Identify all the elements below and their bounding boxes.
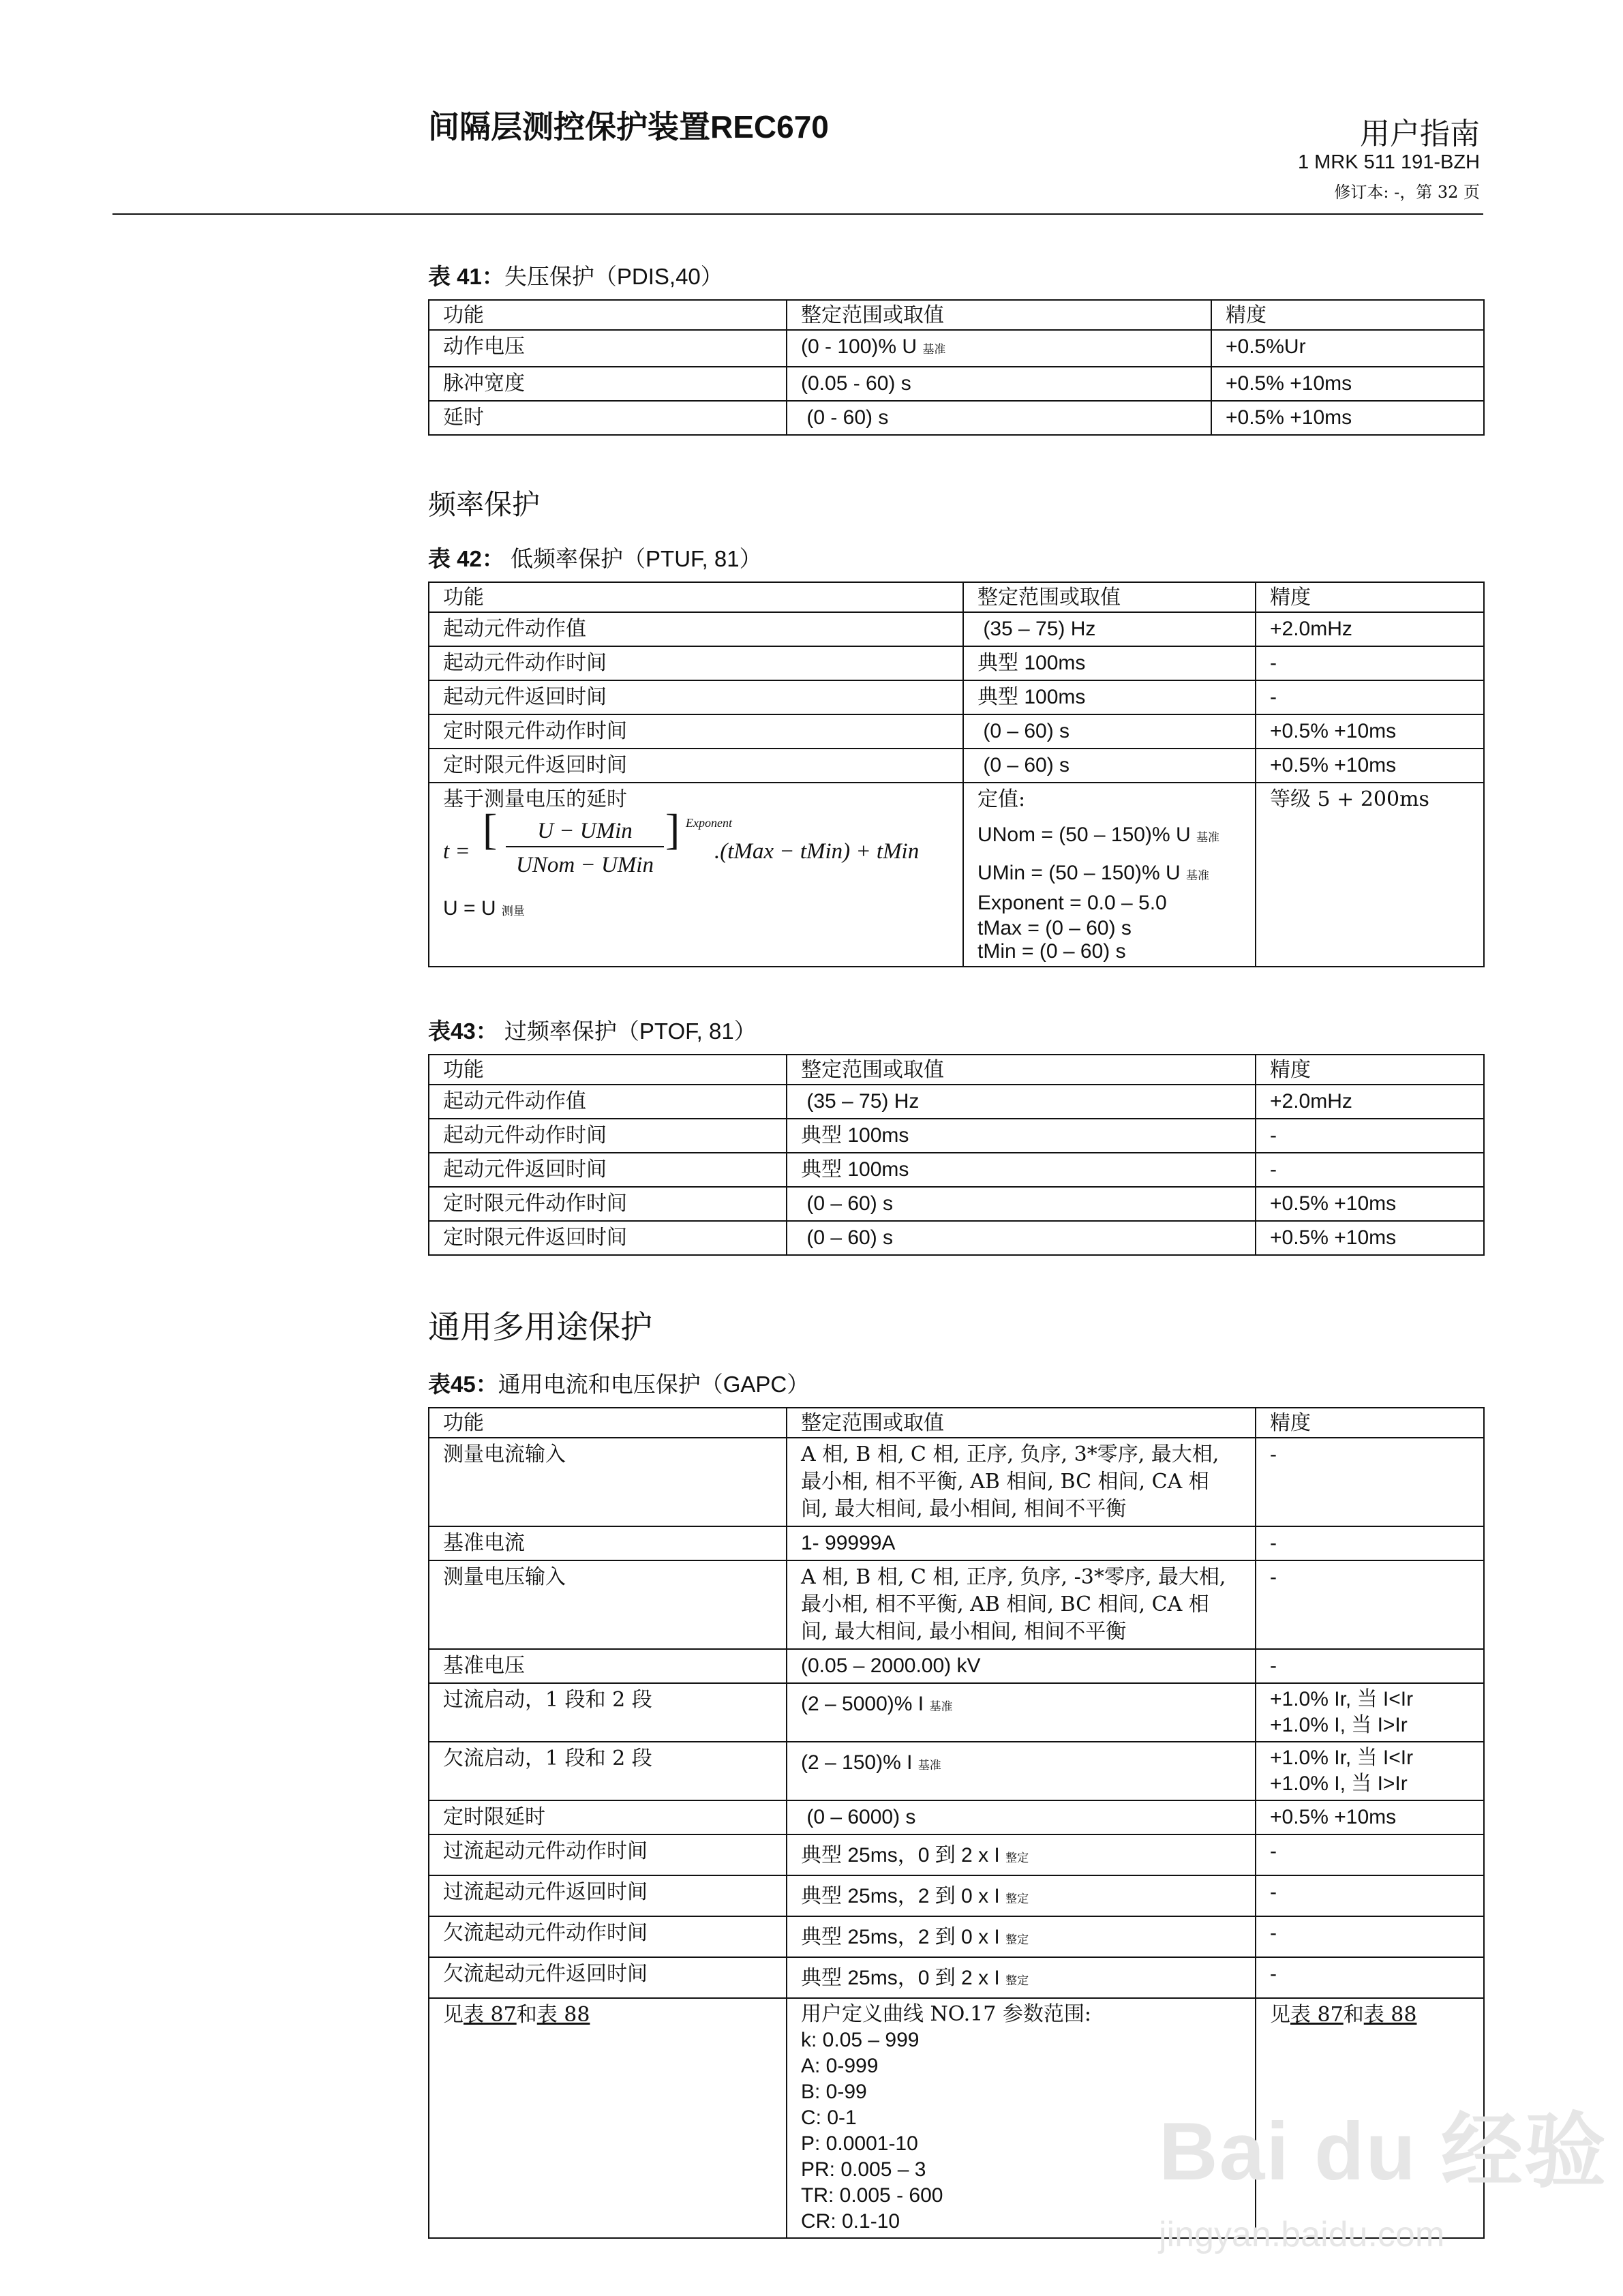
range-cell	[787, 1649, 1256, 1683]
link-table-87[interactable]: 表 87	[1290, 2003, 1344, 2027]
func-cell: 起动元件动作时间	[429, 646, 963, 680]
acc-cell	[1256, 1560, 1484, 1649]
range-line: 最小相, 相不平衡, AB 相间, BC 相间, CA 相	[801, 1470, 1209, 1494]
acc-cell: +0.5% +10ms	[1256, 1221, 1484, 1255]
guide-title: 用户指南	[1360, 117, 1480, 151]
acc-cell	[1256, 1834, 1484, 1875]
col-header: 精度	[1256, 1055, 1484, 1085]
func-cell: 过流起动元件动作时间	[429, 1834, 787, 1875]
func-cell: 定时限元件动作时间	[429, 1187, 787, 1221]
range-cell	[787, 1683, 1256, 1742]
range-line: 典型 25ms，2 到 0 x I 整定	[801, 1926, 1029, 1948]
range-line: 典型 25ms，2 到 0 x I 整定	[801, 1885, 1029, 1907]
acc-cell	[1256, 1683, 1484, 1742]
range-cell: (0 – 60) s	[963, 714, 1256, 749]
acc-cell: +0.5% +10ms	[1256, 714, 1484, 749]
doc-title: 间隔层测控保护装置REC670	[428, 109, 829, 145]
table42-caption: 表 42： 低频率保护（PTUF, 81）	[428, 546, 762, 571]
range-cell: (0 – 60) s	[787, 1187, 1256, 1221]
acc-line: -	[1270, 1840, 1277, 1862]
func-cell: 起动元件返回时间	[429, 1153, 787, 1187]
range-line: 典型 25ms，0 到 2 x I 整定	[801, 1844, 1029, 1867]
acc-cell	[1256, 1875, 1484, 1916]
range-line: UMin = (50 – 150)% U 基准	[977, 862, 1209, 884]
table-row	[429, 1526, 1484, 1560]
table41-caption: 表 41：失压保护（PDIS,40）	[428, 264, 723, 289]
range-cell: 典型 100ms	[787, 1119, 1256, 1153]
range-line: 定值:	[977, 787, 1026, 811]
revision-text: 修订本: -，第 32 页	[1334, 183, 1480, 202]
acc-cell	[1256, 1526, 1484, 1560]
func-cell: 过流起动元件返回时间	[429, 1875, 787, 1916]
range-line: tMax = (0 – 60) s	[977, 917, 1132, 939]
func-cell: 起动元件动作值	[429, 1085, 787, 1119]
formula-numerator: U − UMin	[537, 819, 633, 843]
func-label: 基于测量电压的延时	[443, 787, 627, 811]
u-definition: U = U 测量	[443, 897, 525, 920]
table-header-row	[429, 1055, 1484, 1085]
range-cell	[787, 1800, 1256, 1834]
acc-cell: +0.5%Ur	[1211, 330, 1484, 367]
func-cell: 测量电流输入	[429, 1438, 787, 1526]
acc-cell: 等级 5 + 200ms	[1256, 783, 1484, 967]
header-rule	[112, 213, 1483, 215]
acc-cell	[1256, 1800, 1484, 1834]
range-line: UNom = (50 – 150)% U 基准	[977, 824, 1219, 846]
range-line: P: 0.0001-10	[801, 2132, 918, 2155]
table-row	[429, 714, 1484, 749]
acc-line: -	[1270, 1881, 1277, 1903]
table-row	[429, 1560, 1484, 1649]
table45-caption: 表45：通用电流和电压保护（GAPC）	[428, 1372, 810, 1397]
col-header: 功能	[429, 1408, 787, 1438]
table-row	[429, 1742, 1484, 1800]
range-cell	[787, 1834, 1256, 1875]
table-row	[429, 646, 1484, 680]
range-cell: 典型 100ms	[963, 646, 1256, 680]
range-line: 间, 最大相间, 最小相间, 相间不平衡	[801, 1620, 1127, 1644]
delay-formula	[443, 805, 949, 895]
acc-cell	[1256, 1438, 1484, 1526]
table-row	[429, 1957, 1484, 1998]
range-line: TR: 0.005 - 600	[801, 2184, 943, 2207]
section-heading: 频率保护	[428, 489, 540, 520]
col-header: 精度	[1256, 1408, 1484, 1438]
acc-line: +1.0% I, 当 I>Ir	[1270, 1772, 1408, 1795]
func-cell	[429, 783, 963, 967]
func-cell: 起动元件动作值	[429, 612, 963, 646]
table-row	[429, 612, 1484, 646]
formula-denominator: UNom − UMin	[516, 853, 654, 877]
acc-line: +1.0% Ir, 当 I<Ir	[1270, 1747, 1414, 1769]
table-row	[429, 1221, 1484, 1255]
watermark-url: jingyan.baidu.com	[1159, 2215, 1445, 2254]
range-cell	[963, 783, 1256, 967]
range-line: A: 0-999	[801, 2055, 879, 2077]
acc-cell: -	[1256, 680, 1484, 714]
table-row	[429, 330, 1484, 367]
watermark	[1159, 2086, 1607, 2255]
range-line: k: 0.05 – 999	[801, 2029, 920, 2051]
table-row-formula	[429, 783, 1484, 967]
func-cell: 定时限元件返回时间	[429, 749, 963, 783]
range-cell: 典型 100ms	[787, 1153, 1256, 1187]
range-line: PR: 0.005 – 3	[801, 2158, 926, 2181]
acc-cell	[1256, 1649, 1484, 1683]
link-table-88[interactable]: 表 88	[1363, 2003, 1417, 2027]
acc-cell	[1256, 1957, 1484, 1998]
range-line: C: 0-1	[801, 2106, 857, 2129]
col-header: 功能	[429, 1055, 787, 1085]
range-line: 用户定义曲线 NO.17 参数范围:	[801, 2002, 1091, 2026]
acc-line: -	[1270, 1963, 1277, 1985]
acc-cell: -	[1256, 1153, 1484, 1187]
col-header: 精度	[1256, 582, 1484, 612]
func-cell: 测量电压输入	[429, 1560, 787, 1649]
func-cell: 定时限延时	[429, 1800, 787, 1834]
acc-cell: +2.0mHz	[1256, 612, 1484, 646]
table-row	[429, 1187, 1484, 1221]
range-line: 间, 最大相间, 最小相间, 相间不平衡	[801, 1497, 1127, 1521]
acc-line: +0.5% +10ms	[1270, 1806, 1397, 1828]
range-line: 最小相, 相不平衡, AB 相间, BC 相间, CA 相	[801, 1592, 1209, 1616]
range-line: 1- 99999A	[801, 1532, 896, 1554]
table-row	[429, 1683, 1484, 1742]
table-row	[429, 1875, 1484, 1916]
col-header: 整定范围或取值	[787, 1408, 1256, 1438]
func-cell: 欠流起动元件返回时间	[429, 1957, 787, 1998]
range-line: (2 – 150)% I 基准	[801, 1751, 941, 1774]
col-header: 精度	[1211, 300, 1484, 330]
acc-line: +1.0% Ir, 当 I<Ir	[1270, 1688, 1414, 1710]
range-line: CR: 0.1-10	[801, 2210, 900, 2233]
func-cell: 起动元件返回时间	[429, 680, 963, 714]
table-row	[429, 1649, 1484, 1683]
range-cell	[787, 1742, 1256, 1800]
acc-cell	[1256, 1742, 1484, 1800]
formula-lhs: t =	[443, 839, 470, 864]
acc-cell: +2.0mHz	[1256, 1085, 1484, 1119]
range-cell: (0.05 - 60) s	[787, 367, 1211, 401]
range-cell: (0 - 100)% U 基准	[787, 330, 1211, 367]
table43-caption: 表43： 过频率保护（PTOF, 81）	[428, 1018, 757, 1044]
table-row	[429, 749, 1484, 783]
func-cell: 基准电流	[429, 1526, 787, 1560]
acc-cell: -	[1256, 1119, 1484, 1153]
table41	[428, 299, 1485, 436]
col-header: 功能	[429, 582, 963, 612]
col-header: 整定范围或取值	[787, 1055, 1256, 1085]
range-cell	[787, 1957, 1256, 1998]
func-cell: 过流启动，1 段和 2 段	[429, 1683, 787, 1742]
range-cell: (0 – 60) s	[963, 749, 1256, 783]
table-header-row	[429, 1408, 1484, 1438]
acc-cell: -	[1256, 646, 1484, 680]
table-row	[429, 1834, 1484, 1875]
formula-rest: .(tMax − tMin) + tMin	[714, 839, 920, 864]
func-cell: 脉冲宽度	[429, 367, 787, 401]
func-cell: 起动元件动作时间	[429, 1119, 787, 1153]
range-line: B: 0-99	[801, 2081, 867, 2103]
acc-cell: 见表 87和表 88	[1256, 1998, 1484, 2238]
col-header: 整定范围或取值	[787, 300, 1211, 330]
acc-cell: +0.5% +10ms	[1211, 401, 1484, 435]
table-row	[429, 367, 1484, 401]
acc-line: -	[1270, 1443, 1277, 1466]
bracket-right: ]	[665, 805, 680, 854]
table-row	[429, 1153, 1484, 1187]
table-header-row	[429, 582, 1484, 612]
watermark-logo: Bai du 经验	[1159, 2106, 1608, 2197]
func-cell: 动作电压	[429, 330, 787, 367]
range-line: A 相, B 相, C 相, 正序, 负序, 3*零序, 最大相,	[801, 1442, 1219, 1466]
table43	[428, 1054, 1485, 1256]
table-row	[429, 1119, 1484, 1153]
func-cell: 定时限元件动作时间	[429, 714, 963, 749]
link-table-88[interactable]: 表 88	[536, 2003, 590, 2027]
func-cell: 欠流起动元件动作时间	[429, 1916, 787, 1957]
range-cell	[787, 1875, 1256, 1916]
range-line: A 相, B 相, C 相, 正序, 负序, -3*零序, 最大相,	[801, 1565, 1226, 1589]
table-row	[429, 1800, 1484, 1834]
link-table-87[interactable]: 表 87	[464, 2003, 517, 2027]
range-cell: (0 - 60) s	[787, 401, 1211, 435]
acc-cell	[1256, 1916, 1484, 1957]
table-header-row	[429, 300, 1484, 330]
range-line: (2 – 5000)% I 基准	[801, 1693, 953, 1715]
range-cell	[787, 1560, 1256, 1649]
func-cell: 欠流启动，1 段和 2 段	[429, 1742, 787, 1800]
func-cell: 见表 87和表 88	[429, 1998, 787, 2238]
section-heading: 通用多用途保护	[428, 1309, 652, 1345]
acc-line: -	[1270, 1532, 1277, 1554]
acc-cell: +0.5% +10ms	[1256, 1187, 1484, 1221]
func-cell: 定时限元件返回时间	[429, 1221, 787, 1255]
main-content	[428, 259, 1483, 2285]
table-row	[429, 1438, 1484, 1526]
fraction-bar	[506, 846, 664, 847]
range-cell: (35 – 75) Hz	[963, 612, 1256, 646]
acc-line: +1.0% I, 当 I>Ir	[1270, 1714, 1408, 1736]
range-cell: 典型 100ms	[963, 680, 1256, 714]
acc-cell: +0.5% +10ms	[1211, 367, 1484, 401]
func-cell: 延时	[429, 401, 787, 435]
formula-exponent: Exponent	[686, 816, 732, 830]
doc-number: 1 MRK 511 191-BZH	[1297, 151, 1480, 173]
table45-body	[429, 1438, 1484, 1998]
acc-line: -	[1270, 1922, 1277, 1944]
acc-line: -	[1270, 1566, 1277, 1588]
table-row	[429, 1916, 1484, 1957]
func-cell: 基准电压	[429, 1649, 787, 1683]
acc-line: -	[1270, 1655, 1277, 1677]
table-row	[429, 680, 1484, 714]
table-row	[429, 1085, 1484, 1119]
range-line: (0 – 6000) s	[801, 1806, 916, 1828]
range-line: 典型 25ms，0 到 2 x I 整定	[801, 1967, 1029, 1989]
range-cell: (35 – 75) Hz	[787, 1085, 1256, 1119]
range-line: tMin = (0 – 60) s	[977, 940, 1126, 963]
bracket-left: [	[483, 805, 498, 854]
range-cell: (0 – 60) s	[787, 1221, 1256, 1255]
acc-cell: +0.5% +10ms	[1256, 749, 1484, 783]
range-line: (0.05 – 2000.00) kV	[801, 1655, 981, 1677]
table42	[428, 581, 1485, 967]
page-header	[0, 0, 1623, 218]
range-cell	[787, 1526, 1256, 1560]
range-cell	[787, 1916, 1256, 1957]
table-row	[429, 401, 1484, 435]
range-cell	[787, 1438, 1256, 1526]
col-header: 功能	[429, 300, 787, 330]
col-header: 整定范围或取值	[963, 582, 1256, 612]
range-line: Exponent = 0.0 – 5.0	[977, 892, 1167, 914]
